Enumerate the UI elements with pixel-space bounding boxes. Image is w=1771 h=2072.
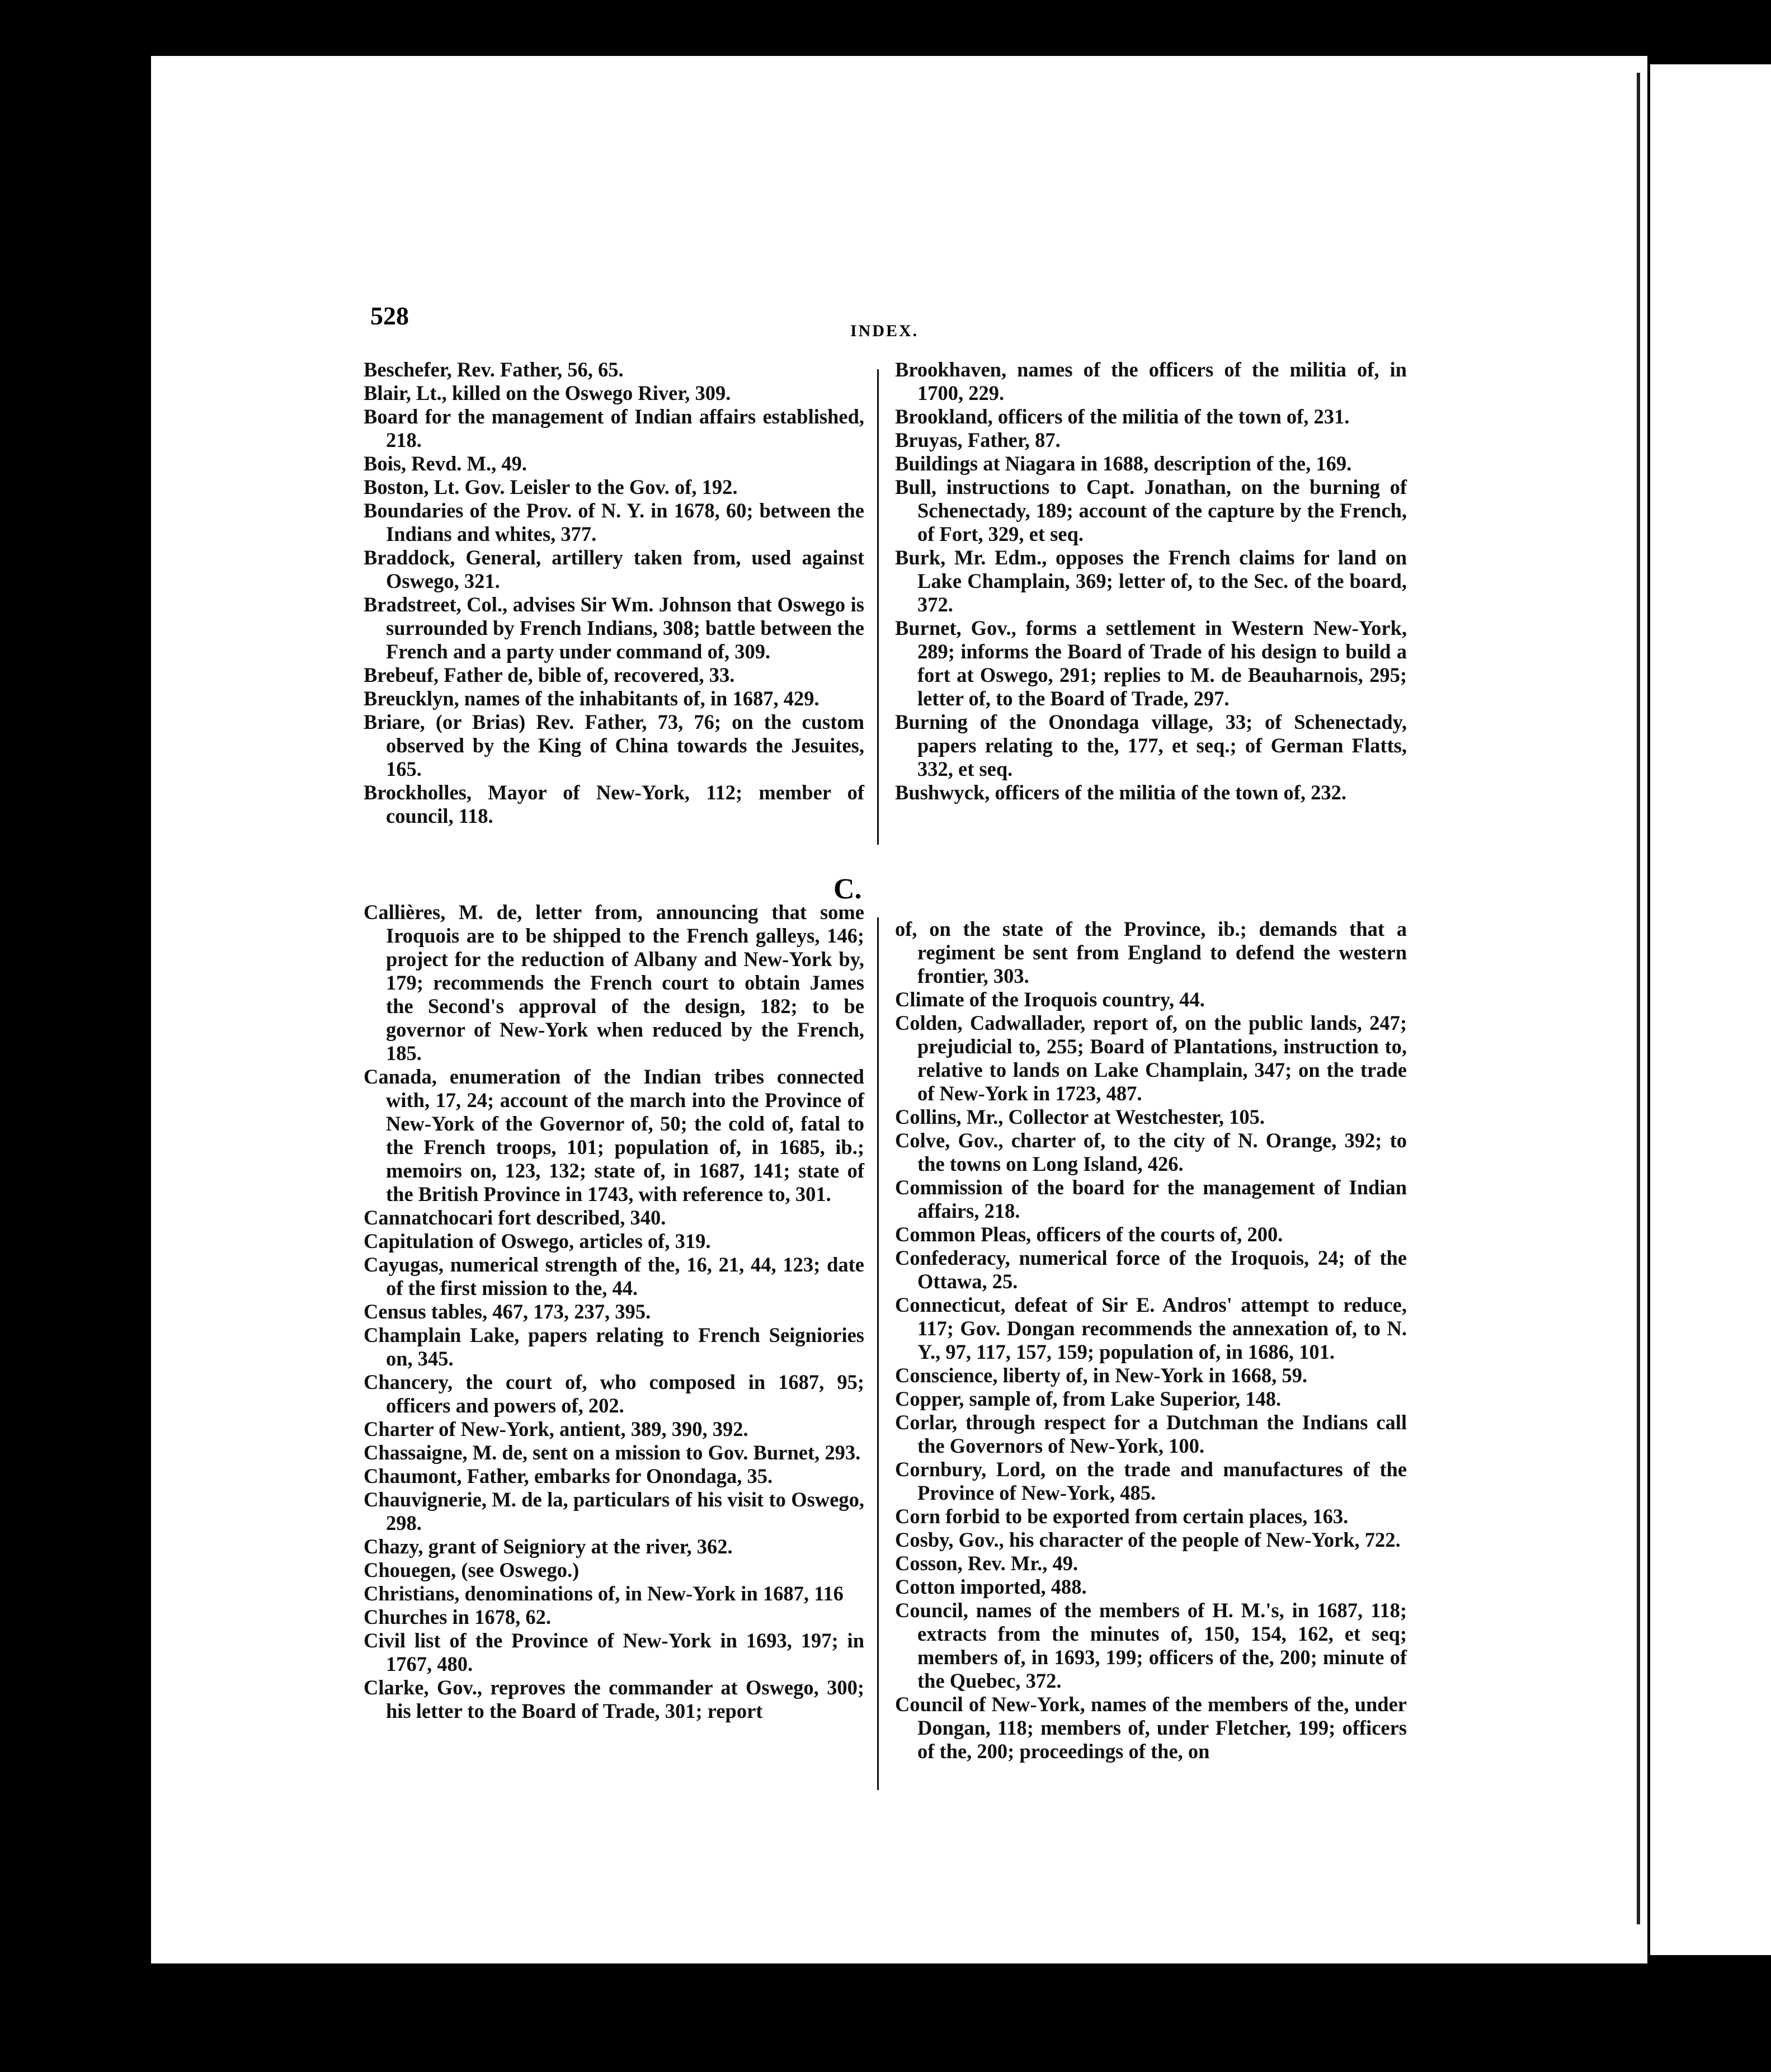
section-letter: C. (833, 873, 862, 905)
page-gutter-rule (1637, 73, 1640, 1924)
index-entry: Bois, Revd. M., 49. (364, 452, 527, 475)
index-entry: Copper, sample of, from Lake Superior, 148. (895, 1387, 1282, 1410)
index-entry: Brebeuf, Father de, bible of, recovered, 33. (364, 663, 735, 686)
index-entry: Cayugas, numerical strength of the, 16, 21, 44, 123; date of the first mission to the, 44. (364, 1253, 864, 1299)
index-entry: Bushwyck, officers of the militia of the town of, 232. (895, 781, 1346, 804)
index-entry: Brookland, officers of the militia of the town of, 231. (895, 405, 1350, 428)
index-entry: Collins, Mr., Collector at Westchester, 105. (895, 1105, 1265, 1128)
running-head: INDEX. (850, 322, 919, 340)
c-entries-left-column (364, 901, 864, 1723)
index-entry: Cornbury, Lord, on the trade and manufactures of the Province of New-York, 485. (895, 1458, 1407, 1504)
index-entry: Breucklyn, names of the inhabitants of, in 1687, 429. (364, 687, 819, 710)
index-entry: Cannatchocari fort described, 340. (364, 1206, 666, 1229)
index-entry: Buildings at Niagara in 1688, description of the, 169. (895, 452, 1352, 475)
index-entry: Canada, enumeration of the Indian tribes connected with, 17, 24; account of the march into the Province of New-York of the Governor of, 50; the cold of, fatal to the French troops, 101; population of, in 1685, ib.; memoirs on, 123, 132; state of, in 1687, 141; state of the British Province in 1743, with reference to, 301. (364, 1065, 864, 1205)
index-entry: Confederacy, numerical force of the Iroquois, 24; of the Ottawa, 25. (895, 1246, 1407, 1293)
index-entry: Bradstreet, Col., advises Sir Wm. Johnson that Oswego is surrounded by French Indians, 308; battle between the French and a party under command of, 309. (364, 593, 864, 663)
index-entry: Chancery, the court of, who composed in 1687, 95; officers and powers of, 202. (364, 1371, 864, 1417)
index-entry: Brockholles, Mayor of New-York, 112; member of council, 118. (364, 781, 864, 827)
index-entry: Climate of the Iroquois country, 44. (895, 988, 1205, 1011)
index-entry: Chazy, grant of Seigniory at the river, 362. (364, 1535, 733, 1558)
index-entry: Civil list of the Province of New-York in 1693, 197; in 1767, 480. (364, 1629, 864, 1675)
index-entry: Clarke, Gov., reproves the commander at Oswego, 300; his letter to the Board of Trade, 301; report (364, 1676, 864, 1722)
index-entry: Brookhaven, names of the officers of the militia of, in 1700, 229. (895, 358, 1407, 404)
index-entry: Beschefer, Rev. Father, 56, 65. (364, 358, 624, 381)
index-entry: Census tables, 467, 173, 237, 395. (364, 1300, 651, 1323)
index-entry: Colve, Gov., charter of, to the city of N. Orange, 392; to the towns on Long Island, 426. (895, 1129, 1407, 1175)
column-divider-c (877, 917, 879, 1790)
index-entry: Christians, denominations of, in New-York in 1687, 116 (364, 1582, 844, 1605)
index-entry: Chaumont, Father, embarks for Onondaga, 35. (364, 1464, 773, 1487)
index-entry: Burnet, Gov., forms a settlement in Western New-York, 289; informs the Board of Trade of his design to build a fort at Oswego, 291; replies to M. de Beauharnois, 295; letter of, to the Board of Trade, 297. (895, 616, 1407, 710)
b-entries-left-column (364, 358, 864, 828)
index-entry: Cotton imported, 488. (895, 1575, 1087, 1598)
page-number: 528 (370, 302, 409, 330)
index-entry: Charter of New-York, antient, 389, 390, 392. (364, 1418, 748, 1440)
index-entry: Board for the management of Indian affairs established, 218. (364, 405, 864, 451)
index-entry: Bull, instructions to Capt. Jonathan, on the burning of Schenectady, 189; account of the capture by the French, of Fort, 329, et seq. (895, 475, 1407, 545)
b-entries-right-column (895, 358, 1407, 804)
index-entry: Chouegen, (see Oswego.) (364, 1558, 580, 1581)
index-entry: Cosby, Gov., his character of the people of New-York, 722. (895, 1528, 1401, 1551)
index-entry: Connecticut, defeat of Sir E. Andros' attempt to reduce, 117; Gov. Dongan recommends the annexation of, to N. Y., 97, 117, 157, 159; population of, in 1686, 101. (895, 1293, 1407, 1363)
index-entry: Cosson, Rev. Mr., 49. (895, 1552, 1078, 1575)
index-entry: of, on the state of the Province, ib.; demands that a regiment be sent from England to defend the western frontier, 303. (895, 917, 1407, 987)
index-entry: Churches in 1678, 62. (364, 1605, 551, 1628)
index-entry: Council, names of the members of H. M.'s, in 1687, 118; extracts from the minutes of, 150, 154, 162, et seq; members of, in 1693, 199; officers of the, 200; minute of the Quebec, 372. (895, 1599, 1407, 1692)
index-entry: Callières, M. de, letter from, announcing that some Iroquois are to be shipped to the French galleys, 146; project for the reduction of Albany and New-York by, 179; recommends the French court to obtain James the Second's approval of the design, 182; to be governor of New-York when reduced by the French, 185. (364, 901, 864, 1065)
index-entry: Blair, Lt., killed on the Oswego River, 309. (364, 382, 731, 404)
index-entry: Corn forbid to be exported from certain places, 163. (895, 1505, 1349, 1528)
facing-page-edge (1650, 64, 1771, 1955)
index-entry: Conscience, liberty of, in New-York in 1668, 59. (895, 1364, 1308, 1387)
index-entry: Capitulation of Oswego, articles of, 319. (364, 1230, 711, 1252)
c-entries-right-column (895, 917, 1407, 1763)
index-entry: Boston, Lt. Gov. Leisler to the Gov. of, 192. (364, 475, 738, 498)
index-entry: Boundaries of the Prov. of N. Y. in 1678, 60; between the Indians and whites, 377. (364, 499, 864, 545)
index-entry: Chauvignerie, M. de la, particulars of his visit to Oswego, 298. (364, 1488, 864, 1534)
index-entry: Common Pleas, officers of the courts of, 200. (895, 1223, 1283, 1246)
index-entry: Burk, Mr. Edm., opposes the French claims for land on Lake Champlain, 369; letter of, to the Sec. of the board, 372. (895, 546, 1407, 616)
index-entry: Colden, Cadwallader, report of, on the public lands, 247; prejudicial to, 255; Board of Plantations, instruction to, relative to lands on Lake Champlain, 347; on the trade of New-York in 1723, 487. (895, 1011, 1407, 1105)
index-entry: Champlain Lake, papers relating to French Seigniories on, 345. (364, 1324, 864, 1370)
index-entry: Commission of the board for the management of Indian affairs, 218. (895, 1176, 1407, 1222)
index-entry: Council of New-York, names of the members of the, under Dongan, 118; members of, under Fletcher, 199; officers of the, 200; proceedings of the, on (895, 1693, 1407, 1763)
index-entry: Briare, (or Brias) Rev. Father, 73, 76; on the custom observed by the King of China towards the Jesuites, 165. (364, 710, 864, 780)
index-entry: Burning of the Onondaga village, 33; of Schenectady, papers relating to the, 177, et seq.; of German Flatts, 332, et seq. (895, 710, 1407, 780)
index-entry: Corlar, through respect for a Dutchman the Indians call the Governors of New-York, 100. (895, 1411, 1407, 1457)
index-entry: Bruyas, Father, 87. (895, 428, 1061, 451)
index-entry: Chassaigne, M. de, sent on a mission to Gov. Burnet, 293. (364, 1441, 861, 1464)
column-divider-b (877, 369, 879, 845)
index-entry: Braddock, General, artillery taken from, used against Oswego, 321. (364, 546, 864, 592)
